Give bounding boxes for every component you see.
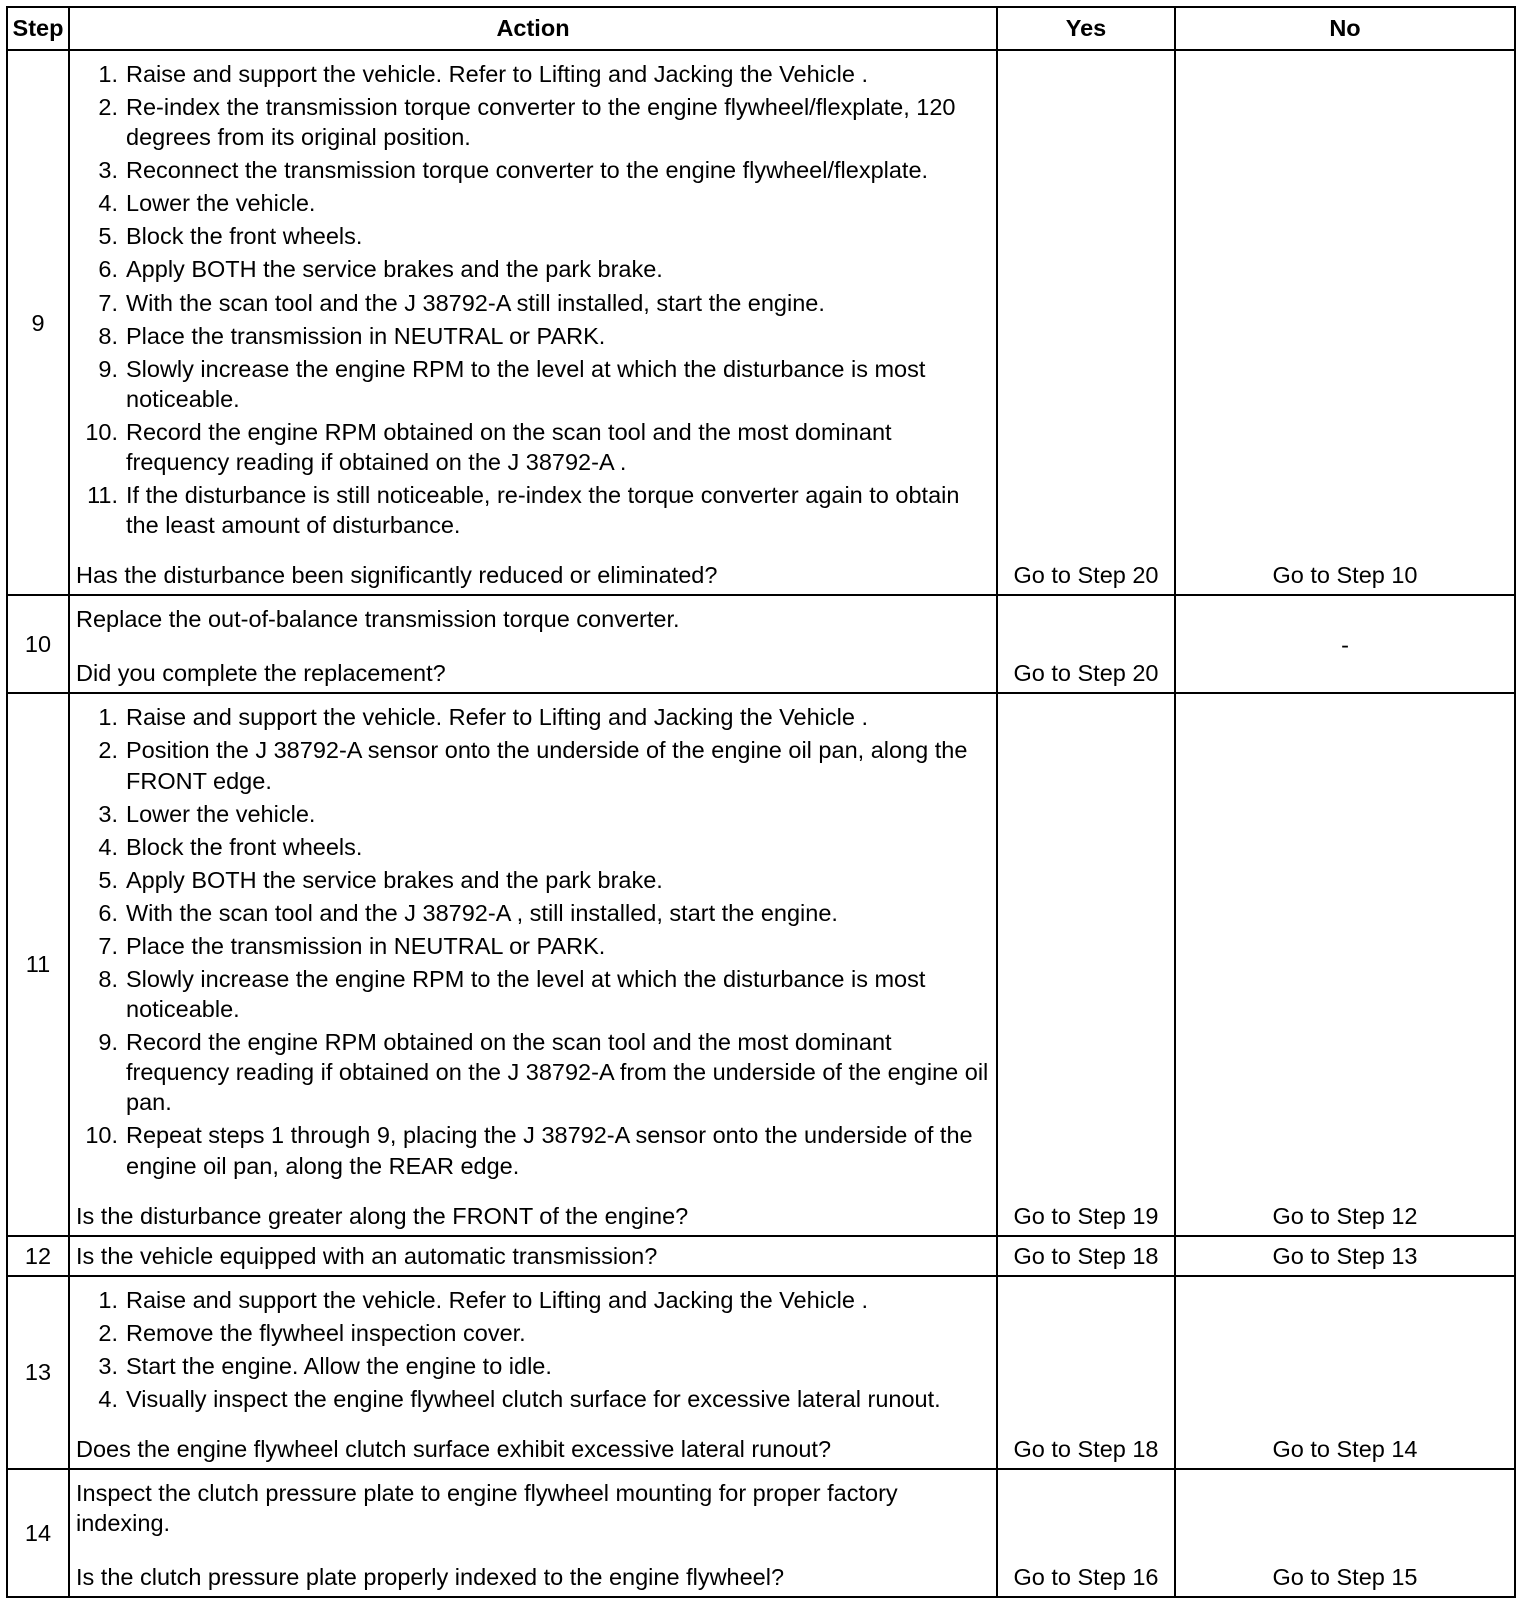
action-list-item bbox=[76, 1027, 990, 1117]
list-item-text: With the scan tool and the J 38792-A , still installed, start the engine. bbox=[126, 899, 838, 926]
header-yes: Yes bbox=[997, 7, 1175, 50]
list-item-number: 11. bbox=[87, 482, 118, 509]
list-item-number: 8. bbox=[98, 322, 118, 349]
list-item-text: Repeat steps 1 through 9, placing the J 38792-A sensor onto the underside of the engine oil pan, along the REAR edge. bbox=[126, 1122, 973, 1179]
list-item-text: Re-index the transmission torque converter to the engine flywheel/flexplate, 120 degrees from its original position. bbox=[126, 94, 956, 151]
action-cell bbox=[69, 595, 997, 693]
list-item-text: If the disturbance is still noticeable, re-index the torque converter again to obtain the least amount of disturbance. bbox=[126, 482, 960, 539]
action-cell bbox=[69, 693, 997, 1235]
action-list-item bbox=[76, 1318, 990, 1348]
list-item-number: 2. bbox=[98, 737, 118, 764]
action-list-item bbox=[76, 865, 990, 895]
list-item-text: Slowly increase the engine RPM to the level at which the disturbance is most noticeable. bbox=[126, 966, 926, 1023]
table-row bbox=[7, 1236, 1515, 1276]
action-list-item bbox=[76, 155, 990, 185]
table-row bbox=[7, 1276, 1515, 1469]
list-item-number: 9. bbox=[98, 1029, 118, 1056]
list-item-number: 6. bbox=[98, 256, 118, 283]
no-result: Go to Step 15 bbox=[1175, 1469, 1515, 1597]
list-item-text: Raise and support the vehicle. Refer to Lifting and Jacking the Vehicle . bbox=[126, 1286, 869, 1313]
action-list-item bbox=[76, 92, 990, 152]
action-question: Is the vehicle equipped with an automatic transmission? bbox=[76, 1242, 658, 1269]
yes-result: Go to Step 16 bbox=[997, 1469, 1175, 1597]
action-list-item bbox=[76, 354, 990, 414]
action-list-item bbox=[76, 964, 990, 1024]
list-item-number: 5. bbox=[98, 223, 118, 250]
step-number: 13 bbox=[7, 1276, 69, 1469]
list-item-number: 1. bbox=[98, 1286, 118, 1313]
action-list-item bbox=[76, 288, 990, 318]
table-row bbox=[7, 595, 1515, 693]
list-item-text: With the scan tool and the J 38792-A still installed, start the engine. bbox=[126, 289, 825, 316]
action-list-item bbox=[76, 417, 990, 477]
list-item-number: 3. bbox=[98, 800, 118, 827]
list-item-number: 6. bbox=[98, 899, 118, 926]
action-list bbox=[76, 59, 990, 540]
no-result: - bbox=[1175, 595, 1515, 693]
action-list-item bbox=[76, 931, 990, 961]
list-item-text: Record the engine RPM obtained on the scan tool and the most dominant frequency reading if obtained on the J 38792-A from the underside of the engine oil pan. bbox=[126, 1029, 989, 1116]
action-question: Does the engine flywheel clutch surface exhibit excessive lateral runout? bbox=[76, 1436, 832, 1463]
list-item-number: 5. bbox=[98, 866, 118, 893]
list-item-number: 2. bbox=[98, 1319, 118, 1346]
header-no: No bbox=[1175, 7, 1515, 50]
no-result: Go to Step 14 bbox=[1175, 1276, 1515, 1469]
header-row bbox=[7, 7, 1515, 50]
action-list-item bbox=[76, 1384, 990, 1414]
yes-result: Go to Step 19 bbox=[997, 693, 1175, 1235]
list-item-number: 9. bbox=[98, 355, 118, 382]
no-result: Go to Step 13 bbox=[1175, 1236, 1515, 1276]
yes-result: Go to Step 18 bbox=[997, 1236, 1175, 1276]
action-list-item bbox=[76, 188, 990, 218]
action-list bbox=[76, 1285, 990, 1414]
list-item-text: Apply BOTH the service brakes and the park brake. bbox=[126, 866, 663, 893]
action-list-item bbox=[76, 254, 990, 284]
action-list-item bbox=[76, 221, 990, 251]
action-list-item bbox=[76, 321, 990, 351]
list-item-text: Slowly increase the engine RPM to the level at which the disturbance is most noticeable. bbox=[126, 355, 926, 412]
list-item-number: 10. bbox=[85, 1122, 118, 1149]
list-item-text: Raise and support the vehicle. Refer to Lifting and Jacking the Vehicle . bbox=[126, 704, 869, 731]
yes-result: Go to Step 20 bbox=[997, 595, 1175, 693]
action-list-item bbox=[76, 480, 990, 540]
action-cell bbox=[69, 1276, 997, 1469]
step-number: 9 bbox=[7, 50, 69, 595]
action-question: Did you complete the replacement? bbox=[76, 660, 446, 687]
list-item-text: Remove the flywheel inspection cover. bbox=[126, 1319, 526, 1346]
list-item-number: 4. bbox=[98, 1385, 118, 1412]
action-list-item bbox=[76, 1120, 990, 1180]
action-text: Replace the out-of-balance transmission torque converter. bbox=[76, 606, 680, 633]
table-body bbox=[7, 50, 1515, 1597]
list-item-text: Record the engine RPM obtained on the scan tool and the most dominant frequency reading if obtained on the J 38792-A . bbox=[126, 418, 892, 475]
list-item-number: 3. bbox=[98, 157, 118, 184]
action-list-item bbox=[76, 1285, 990, 1315]
no-result: Go to Step 12 bbox=[1175, 693, 1515, 1235]
step-number: 11 bbox=[7, 693, 69, 1235]
list-item-number: 7. bbox=[98, 289, 118, 316]
yes-result: Go to Step 20 bbox=[997, 50, 1175, 595]
list-item-number: 7. bbox=[98, 932, 118, 959]
action-list bbox=[76, 702, 990, 1180]
list-item-text: Lower the vehicle. bbox=[126, 800, 316, 827]
list-item-text: Start the engine. Allow the engine to idle. bbox=[126, 1352, 552, 1379]
action-question: Is the clutch pressure plate properly indexed to the engine flywheel? bbox=[76, 1564, 785, 1591]
list-item-text: Apply BOTH the service brakes and the park brake. bbox=[126, 256, 663, 283]
header-action: Action bbox=[69, 7, 997, 50]
action-list-item bbox=[76, 832, 990, 862]
step-number: 12 bbox=[7, 1236, 69, 1276]
action-list-item bbox=[76, 702, 990, 732]
list-item-text: Reconnect the transmission torque converter to the engine flywheel/flexplate. bbox=[126, 157, 929, 184]
diagnostic-table bbox=[6, 6, 1516, 1598]
action-list-item bbox=[76, 799, 990, 829]
yes-result: Go to Step 18 bbox=[997, 1276, 1175, 1469]
list-item-number: 10. bbox=[85, 418, 118, 445]
action-list-item bbox=[76, 735, 990, 795]
list-item-number: 4. bbox=[98, 833, 118, 860]
list-item-text: Visually inspect the engine flywheel clutch surface for excessive lateral runout. bbox=[126, 1385, 941, 1412]
action-list-item bbox=[76, 1351, 990, 1381]
list-item-number: 4. bbox=[98, 190, 118, 217]
list-item-text: Lower the vehicle. bbox=[126, 190, 316, 217]
list-item-number: 2. bbox=[98, 94, 118, 121]
table-row bbox=[7, 1469, 1515, 1597]
action-question: Is the disturbance greater along the FRONT of the engine? bbox=[76, 1202, 689, 1229]
step-number: 14 bbox=[7, 1469, 69, 1597]
action-list-item bbox=[76, 898, 990, 928]
list-item-text: Place the transmission in NEUTRAL or PARK. bbox=[126, 932, 606, 959]
list-item-text: Position the J 38792-A sensor onto the underside of the engine oil pan, along the FRONT edge. bbox=[126, 737, 968, 794]
list-item-text: Place the transmission in NEUTRAL or PARK. bbox=[126, 322, 606, 349]
action-list-item bbox=[76, 59, 990, 89]
action-text: Inspect the clutch pressure plate to engine flywheel mounting for proper factory indexing. bbox=[76, 1480, 898, 1537]
header-step: Step bbox=[7, 7, 69, 50]
table-row bbox=[7, 50, 1515, 595]
list-item-number: 8. bbox=[98, 966, 118, 993]
list-item-number: 1. bbox=[98, 704, 118, 731]
list-item-number: 3. bbox=[98, 1352, 118, 1379]
action-question: Has the disturbance been significantly reduced or eliminated? bbox=[76, 562, 718, 589]
table-row bbox=[7, 693, 1515, 1235]
step-number: 10 bbox=[7, 595, 69, 693]
action-cell bbox=[69, 1236, 997, 1276]
action-cell bbox=[69, 50, 997, 595]
action-cell bbox=[69, 1469, 997, 1597]
no-result: Go to Step 10 bbox=[1175, 50, 1515, 595]
list-item-text: Raise and support the vehicle. Refer to Lifting and Jacking the Vehicle . bbox=[126, 61, 869, 87]
list-item-text: Block the front wheels. bbox=[126, 223, 363, 250]
list-item-text: Block the front wheels. bbox=[126, 833, 363, 860]
list-item-number: 1. bbox=[98, 61, 118, 87]
